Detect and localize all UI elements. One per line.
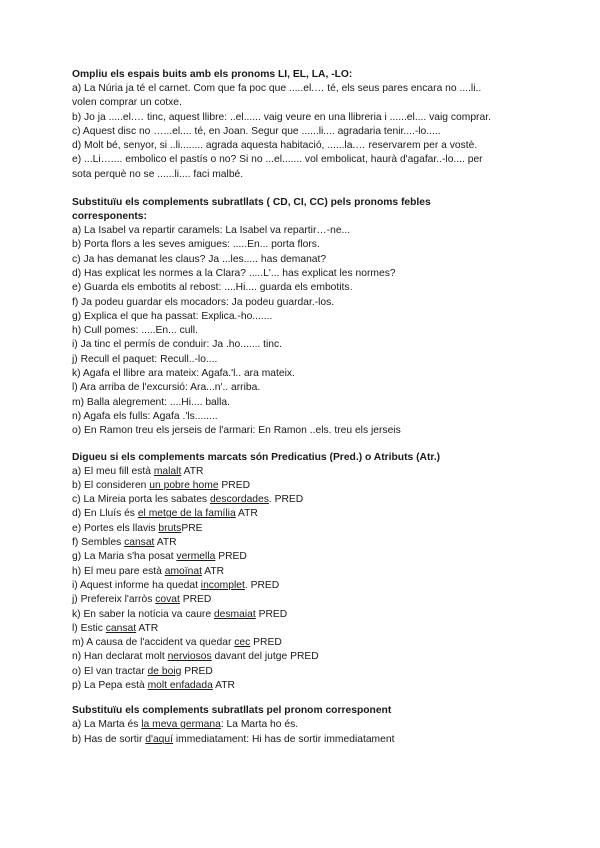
- line-answer: : La Marta ho és.: [220, 719, 299, 731]
- exercise-line: [72, 622, 542, 636]
- line-answer: PRED: [250, 637, 282, 649]
- exercise-line: [72, 522, 542, 536]
- exercise-line: [72, 679, 542, 693]
- exercise-line: j) Recull el paquet: Recull..-lo....: [72, 353, 218, 365]
- line-text: f) Sembles: [72, 537, 125, 549]
- underlined-complement: un pobre home: [149, 479, 219, 491]
- section-heading-continued: corresponents:: [72, 211, 147, 223]
- underlined-complement: covat: [155, 594, 180, 606]
- exercise-line: volen comprar un cotxe.: [72, 97, 182, 109]
- exercise-line: [72, 665, 542, 679]
- line-text: n) Han declarat molt: [72, 651, 168, 663]
- exercise-line: [72, 507, 542, 521]
- line-text: c) La Mireia porta les sabates: [72, 494, 210, 506]
- section-heading: Ompliu els espais buits amb els pronoms LI, EL, LA, -LO:: [72, 69, 353, 80]
- exercise-line: [72, 718, 542, 732]
- exercise-line: g) Explica el que ha passat: Explica.-ho.......: [72, 310, 273, 322]
- line-answer: ATR: [235, 508, 258, 520]
- line-text: o) El van tractar: [72, 665, 148, 677]
- exercise-line: [72, 733, 542, 747]
- line-answer: PRE: [181, 522, 203, 534]
- section-heading: Digueu si els complements marcats són Predicatius (Pred.) o Atributs (Atr.): [72, 451, 441, 463]
- line-answer: . PRED: [244, 579, 280, 591]
- line-answer: ATR: [201, 565, 225, 577]
- line-answer: ATR: [212, 679, 235, 691]
- exercise-line: h) Cull pomes: .....En... cull.: [72, 325, 198, 337]
- line-answer: ATR: [154, 537, 177, 549]
- exercise-line: d) Molt bé, senyor, si ..li........ agrada aquesta habitació, ......la.… reservarem per a vostè.: [72, 140, 478, 152]
- exercise-line: [72, 536, 542, 550]
- exercise-line: d) Has explicat les normes a la Clara? .....L'... has explicat les normes?: [72, 267, 396, 279]
- exercise-line: m) Balla alegrement: ....Hi.... balla.: [72, 396, 230, 408]
- underlined-complement: la meva germana: [141, 719, 221, 731]
- exercise-line: o) En Ramon treu els jerseis de l'armari: En Ramon ..els. treu els jerseis: [72, 425, 401, 437]
- line-answer: PRED: [179, 594, 212, 606]
- line-text: a) La Marta és: [72, 719, 142, 731]
- section-substitute-pronoun: [72, 704, 542, 747]
- line-answer: ATR: [181, 465, 204, 477]
- line-text: k) En saber la notícia va caure: [72, 608, 214, 620]
- exercise-line: [72, 493, 542, 507]
- exercise-line: c) Ja has demanat les claus? Ja ...les..... has demanat?: [72, 253, 327, 265]
- exercise-line: c) Aquest disc no …...el.... té, en Joan. Segur que ......li.... agradaria tenir....-lo.....: [72, 125, 441, 137]
- exercise-line: [72, 650, 542, 664]
- line-text: h) El meu pare està: [72, 565, 165, 577]
- line-answer: immediatament: Hi has de sortir immediatament: [172, 733, 395, 745]
- line-text: b) El consideren: [72, 479, 150, 491]
- underlined-complement: cansat: [124, 537, 155, 549]
- underlined-complement: d'aquí: [145, 733, 173, 745]
- exercise-line: b) Porta flors a les seves amigues: .....En... porta flors.: [72, 239, 320, 251]
- line-answer: PRED: [215, 551, 247, 563]
- exercise-line: sota perquè no se ......li.... faci malbé.: [72, 168, 244, 180]
- section-fill-pronouns: [72, 68, 542, 182]
- exercise-line: [72, 593, 542, 607]
- line-text: a) El meu fill està: [72, 465, 154, 477]
- underlined-complement: descordades: [209, 494, 269, 506]
- exercise-line: b) Jo ja .....el.… tinc, aquest llibre: ..el...... vaig veure en una llibreria i ......el.... vaig comprar.: [72, 111, 491, 123]
- line-text: i) Aquest informe ha quedat: [72, 579, 201, 591]
- underlined-complement: el metge de la família: [137, 508, 236, 520]
- section-substitute-complements: [72, 196, 542, 438]
- line-text: d) En Lluís és: [72, 508, 138, 520]
- exercise-line: k) Agafa el llibre ara mateix: Agafa.'l.. ara mateix.: [72, 368, 295, 380]
- section-heading: Substituïu els complements subratllats ( CD, CI, CC) pels pronoms febles: [72, 197, 431, 209]
- underlined-complement: incomplet: [200, 579, 245, 591]
- exercise-line: f) Ja podeu guardar els mocadors: Ja podeu guardar.-los.: [72, 296, 335, 308]
- underlined-complement: de boig: [147, 665, 182, 677]
- exercise-line: l) Ara arriba de l'excursió: Ara...n'.. arriba.: [72, 382, 261, 394]
- underlined-complement: cec: [234, 637, 251, 649]
- exercise-line: a) La Núria ja té el carnet. Com que fa poc que .....el.… té, els seus pares encara no ....li..: [72, 83, 482, 94]
- exercise-line: [72, 465, 542, 479]
- exercise-line: [72, 479, 542, 493]
- underlined-complement: nerviosos: [167, 651, 212, 663]
- line-answer: PRED: [181, 665, 213, 677]
- exercise-line: [72, 608, 542, 622]
- underlined-complement: cansat: [105, 622, 137, 634]
- exercise-line: i) Ja tinc el permís de conduir: Ja .ho....... tinc.: [72, 339, 283, 351]
- line-answer: PRED: [255, 608, 288, 620]
- line-answer: davant del jutge PRED: [211, 651, 319, 663]
- exercise-line: [72, 579, 542, 593]
- underlined-complement: malalt: [153, 465, 182, 477]
- underlined-complement: desmaiat: [213, 608, 256, 620]
- line-text: e) Portes els llavis: [72, 522, 159, 534]
- exercise-line: n) Agafa els fulls: Agafa .'ls........: [72, 410, 218, 422]
- line-text: j) Prefereix l'arròs: [72, 594, 156, 606]
- underlined-complement: amoïnat: [164, 565, 202, 577]
- line-answer: ATR: [136, 622, 159, 634]
- line-answer: PRED: [218, 479, 251, 491]
- exercise-line: e) Guarda els embotits al rebost: ....Hi.... guarda els embotits.: [72, 282, 353, 294]
- line-answer: . PRED: [268, 494, 304, 506]
- exercise-line: [72, 636, 542, 650]
- section-heading: Substituïu els complements subratllats pel pronom corresponent: [72, 705, 392, 717]
- exercise-line: a) La Isabel va repartir caramels: La Isabel va repartir…-ne...: [72, 225, 351, 237]
- underlined-complement: bruts: [158, 522, 182, 534]
- exercise-line: [72, 565, 542, 579]
- line-text: b) Has de sortir: [72, 733, 146, 745]
- line-text: m) A causa de l'accident va quedar: [72, 637, 235, 649]
- line-text: p) La Pepa està: [72, 679, 148, 691]
- line-text: g) La Maria s'ha posat: [72, 551, 177, 563]
- document-content: [72, 68, 542, 747]
- underlined-complement: vermella: [176, 551, 216, 563]
- underlined-complement: molt enfadada: [147, 679, 213, 691]
- section-predicative-or-attribute: [72, 451, 542, 694]
- line-text: l) Estic: [72, 622, 106, 634]
- exercise-line: e) ...Li….... embolico el pastís o no? Si no ...el....... vol embolicat, haurà d'agafar..-lo.... per: [72, 154, 483, 166]
- exercise-line: [72, 550, 542, 564]
